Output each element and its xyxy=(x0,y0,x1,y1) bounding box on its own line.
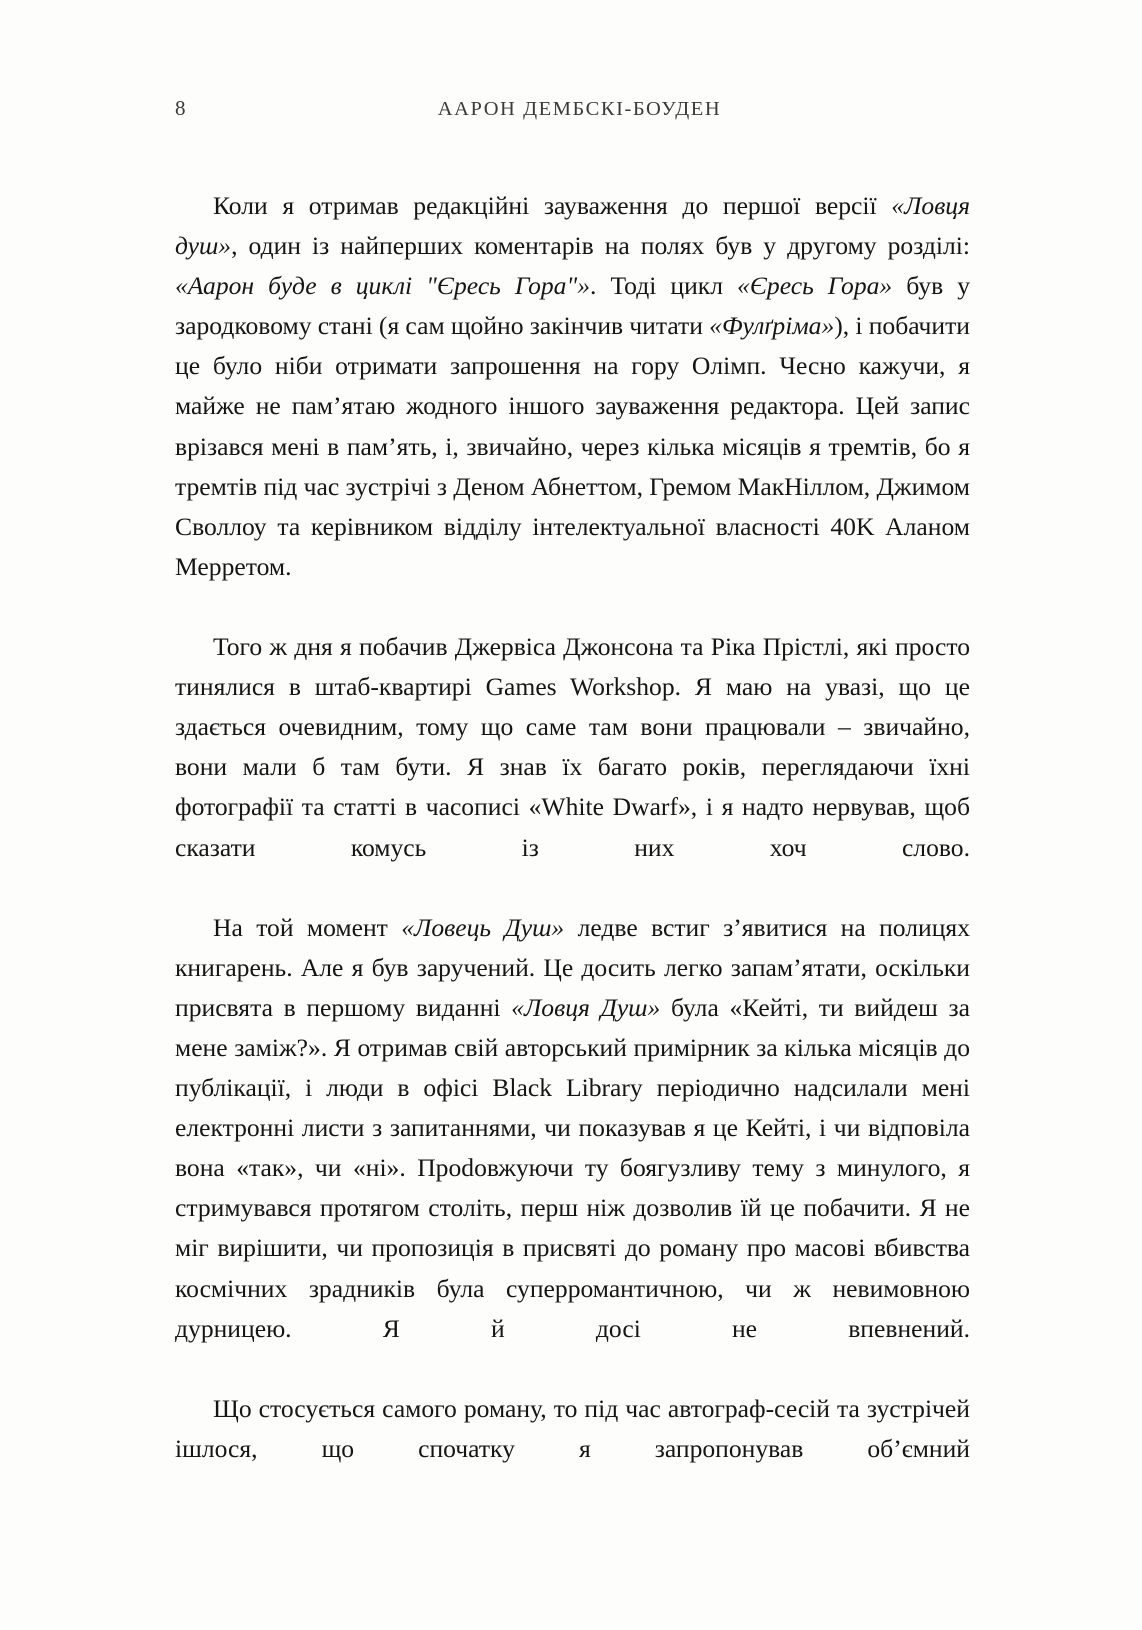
paragraph-3 xyxy=(175,908,970,1389)
text-run: Того ж дня я побачив Джервіса Джонсона та Ріка Прістлі, які просто тинялися в штаб-квартирі Games Workshop. Я маю на увазі, що це здається очевидним, тому що саме там вони працювали – звичайно, вони мали б там бути. Я знав їх багато років, переглядаючи їхні фотографії та статті в часописі «White Dwarf», і я надто нервував, щоб сказати комусь із них хоч слово. xyxy=(175,632,970,862)
text-run: був у зародковому стані (я сам щойно закінчив читати xyxy=(175,271,970,341)
paragraph-4 xyxy=(175,1389,970,1509)
body-text-block xyxy=(175,186,970,1509)
running-head xyxy=(175,96,968,124)
series-title-horus-heresy: «Єресь Гора» xyxy=(737,271,893,301)
book-title-lovets-dush: «Ловець Душ» xyxy=(401,912,565,942)
text-run: ледве встиг з’явитися на полицях книгарень. Але я був заручений. Це досить легко запам’ятати, оскільки присвята в першому виданні xyxy=(175,912,970,1022)
paragraph-2 xyxy=(175,627,970,908)
text-run: Що стосується самого роману, то під час автограф-сесій та зустрічей ішлося, що спочатку я запропонував об’ємний xyxy=(175,1393,970,1463)
text-run: . Тоді цикл xyxy=(590,271,738,301)
text-run: Коли я отримав редакційні зауваження до першої версії xyxy=(213,191,892,220)
text-run: На той момент xyxy=(213,912,402,942)
page-number: 8 xyxy=(175,96,186,120)
book-title-lovtsya-dush: «Ловця душ» xyxy=(175,191,970,261)
paragraph-1 xyxy=(175,186,970,627)
quoted-editor-note: «Аарон буде в циклі "Єресь Гора"» xyxy=(175,271,591,301)
book-title-fulgrim: «Фулґріма» xyxy=(709,311,835,341)
running-head-title: ААРОН ДЕМБСКІ-БОУДЕН xyxy=(437,98,722,120)
text-run: , один із найперших коментарів на полях був у другому розділі: xyxy=(231,231,970,261)
book-title-lovtsya-dush-genitive: «Ловця Душ» xyxy=(511,992,661,1022)
text-run: була «Кейті, ти вийдеш за мене заміж?». Я отримав свій авторський примірник за кілька місяців до публікації, і люди в офісі Black Library періодично надсилали мені електронні листи з запитаннями, чи показував я це Кейті, і чи відповіла вона «так», чи «ні». Проdовжуючи ту боягузливу тему з минулого, я стримувався протягом століть, перш ніж дозволив їй це побачити. Я не міг вирішити, чи пропозиція в присвяті до роману про масові вбивства космічних зрадників була суперромантичною, чи ж невимовною дурницею. Я й досі не впевнений. xyxy=(175,992,970,1343)
text-run: ), і побачити це було ніби отримати запрошення на гору Олімп. Чесно кажучи, я майже не пам’ятаю жодного іншого зауваження редактора. Цей запис врізався мені в пам’ять, і, звичайно, через кілька місяців я тремтів, бо я тремтів під час зустрічі з Деном Абнеттом, Гремом МакНіллом, Джимом Своллоу та керівником відділу інтелектуальної власності 40K Аланом Мерретом. xyxy=(175,311,970,581)
